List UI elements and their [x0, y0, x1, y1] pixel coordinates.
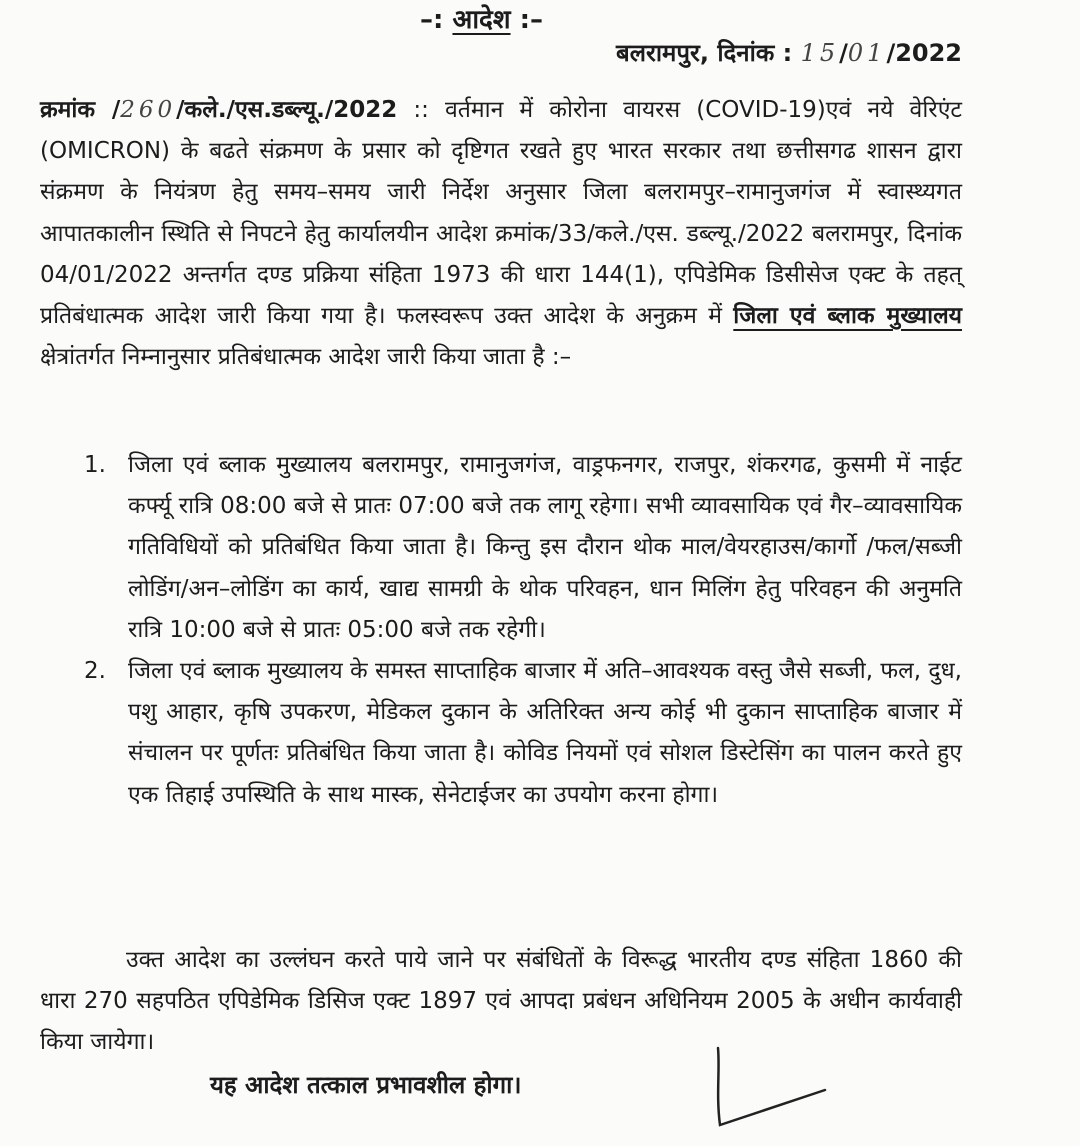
order-intro-paragraph [40, 90, 962, 378]
intro-end-text: क्षेत्रांतर्गत निम्नानुसार प्रतिबंधात्मक आदेश जारी किया जाता है :– [40, 344, 572, 371]
closing-statement: यह आदेश तत्काल प्रभावशील होगा। [210, 1071, 522, 1099]
place-date-line: बलरामपुर, दिनांक : 15/01/2022 [616, 39, 962, 67]
date-year: /2022 [886, 39, 962, 67]
item-text: जिला एवं ब्लाक मुख्यालय बलरामपुर, रामानुजगंज, वाड्रफनगर, राजपुर, शंकरगढ, कुसमी में नाईट कर्फ्यू रात्रि 08:00 बजे से प्रातः 07:00 बजे तक लागू रहेगा। सभी व्यावसायिक एवं गैर–व्यावसायिक गतिविधियों को प्रतिबंधित किया जाता है। किन्तु इस दौरान थोक माल/वेयरहाउस/कार्गो /फल/सब्जी लोडिंग/अन–लोडिंग का कार्य, खाद्य सामग्री के थोक परिवहन, धान मिलिंग हेतु परिवहन की अनुमति रात्रि 10:00 बजे से प्रातः 05:00 बजे तक रहेगी। [128, 452, 962, 643]
emphasis-text: जिला एवं ब्लाक मुख्यालय [733, 303, 963, 330]
title-prefix: –: [420, 5, 444, 35]
title-text: आदेश [452, 5, 511, 35]
item-number: 1. [84, 452, 106, 478]
order-items-list [84, 445, 962, 816]
penalty-paragraph: उक्त आदेश का उल्लंघन करते पाये जाने पर संबंधितों के विरूद्ध भारतीय दण्ड संहिता 1860 की धारा 270 सहपठित एपिडेमिक डिसिज एक्ट 1897 एवं आपदा प्रबंधन अधिनियम 2005 के अधीन कार्यवाही किया जायेगा। [40, 947, 962, 1056]
signature-mark [700, 1040, 840, 1140]
item-text: जिला एवं ब्लाक मुख्यालय के समस्त साप्ताहिक बाजार में अति–आवश्यक वस्तु जैसे सब्जी, फल, दुध, पशु आहार, कृषि उपकरण, मेडिकल दुकान के अतिरिक्त अन्य कोई भी दुकान साप्ताहिक बाजार में संचालन पर पूर्णतः प्रतिबंधित किया जाता है। कोविड नियमों एवं सोशल डिस्टेसिंग का पालन करते हुए एक तिहाई उपस्थिति के साथ मास्क, सेनेटाईजर का उपयोग करना होगा। [128, 658, 962, 808]
list-item [84, 445, 962, 651]
page-title [420, 0, 543, 36]
reference-suffix: /कले./एस.डब्ल्यू./2022 [176, 97, 398, 123]
reference-prefix: क्रमांक / [40, 97, 121, 123]
item-number: 2. [84, 658, 106, 685]
place-label: बलरामपुर, दिनांक : [616, 39, 793, 67]
handwritten-month: 01 [847, 39, 887, 67]
intro-text: :: वर्तमान में कोरोना वायरस (COVID-19)एवं नये वेरिएंट (OMICRON) के बढते संक्रमण के प्रसार को दृष्टिगत रखते हुए भारत सरकार तथा छत्तीसगढ शासन द्वारा संक्रमण के नियंत्रण हेतु समय–समय जारी निर्देश अनुसार जिला बलरामपुर–रामानुजगंज में स्वास्थ्यगत आपातकालीन स्थिति से निपटने हेतु कार्यालयीन आदेश क्रमांक/33/कले./एस. डब्ल्यू./2022 बलरामपुर, दिनांक 04/01/2022 अन्तर्गत दण्ड प्रक्रिया संहिता 1973 की धारा 144(1), एपिडेमिक डिसीसेज एक्ट के तहत् प्रतिबंधात्मक आदेश जारी किया गया है। फलस्वरूप उक्त आदेश के अनुक्रम में [40, 97, 963, 330]
handwritten-ref-number: 260 [120, 97, 177, 123]
handwritten-day: 15 [800, 39, 840, 67]
title-suffix: :– [519, 5, 543, 35]
list-item [84, 651, 962, 816]
